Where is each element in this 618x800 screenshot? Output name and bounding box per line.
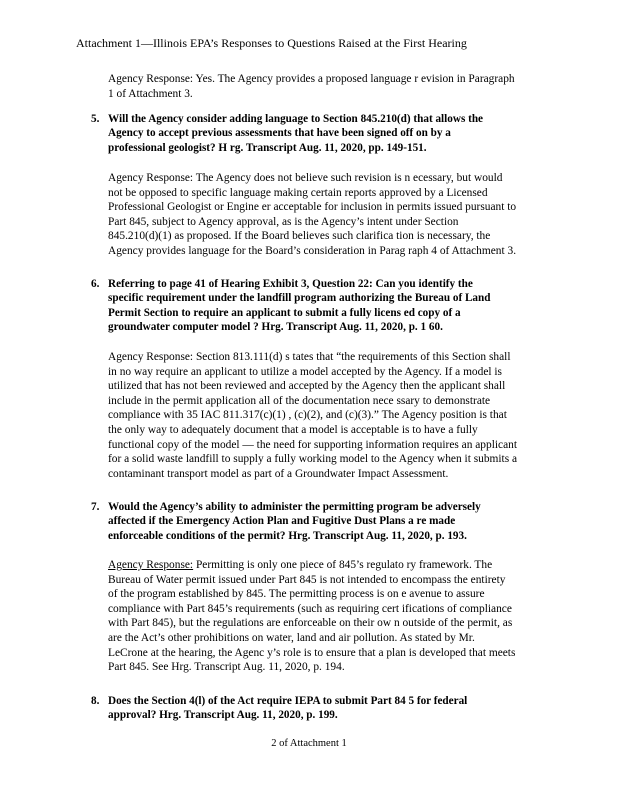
- question-number: 6.: [91, 278, 100, 290]
- page-header: Attachment 1—Illinois EPA’s Responses to Questions Raised at the First Hearing: [76, 36, 467, 50]
- text-line: not be opposed to specific language making certain reports approved by a Licensed: [108, 186, 488, 199]
- text-line: [108, 558, 548, 573]
- question-text: [108, 694, 528, 723]
- text-line: affected if the Emergency Action Plan and Fugitive Dust Plans a re made: [108, 515, 456, 528]
- page-footer: 2 of Attachment 1: [271, 738, 347, 749]
- text-line: with Part 845), but the regulations are enforceable on their ow n outside of the permit, as: [108, 617, 513, 630]
- text-line: for a solid waste landfill to supply a fully working model to the Agency when it submits a: [108, 453, 518, 466]
- text-line: compliance with Part 845’s requirements (such as requiring cert ifications of compliance: [108, 602, 512, 615]
- text-line: include in the permit application all of the documentation nece ssary to demonstrate: [108, 394, 491, 407]
- question-number: 7.: [91, 501, 100, 513]
- question-number: 8.: [91, 695, 100, 707]
- text-line: Agency provides language for the Board’s consideration in Parag raph 4 of Attachment 3.: [108, 244, 517, 257]
- question-number: 5.: [91, 113, 100, 125]
- text-line: of the program established by 845. The permitting process is on e avenue to assure: [108, 588, 485, 601]
- text-line: Referring to page 41 of Hearing Exhibit 3, Question 22: Can you identify the: [108, 278, 473, 290]
- text-line: Does the Section 4(l) of the Act require IEPA to submit Part 84 5 for federal: [108, 695, 468, 707]
- text-line: utilized that has not been reviewed and accepted by the Agency then the applicant shall: [108, 380, 506, 393]
- text-line: contaminant transport model as part of a Groundwater Impact Assessment.: [108, 467, 449, 480]
- text-line: Bureau of Water permit issued under Part 845 is not intended to encompass the entirety: [108, 573, 506, 586]
- text-line: Part 845, subject to Agency approval, as is the Agency’s intent under Section: [108, 215, 459, 228]
- response-5: [108, 171, 548, 259]
- question-text: [108, 112, 528, 155]
- text-line: Permit Section to require an applicant to submit a fully licens ed copy of a: [108, 306, 461, 319]
- text-line: are the Act’s other prohibitions on water, land and air pollution. As stated by Mr.: [108, 631, 475, 644]
- response-7: [108, 558, 548, 675]
- text-line: Professional Geologist or Engine er acceptable for inclusion in permits issued pursuant to: [108, 201, 517, 214]
- text-line: specific requirement under the landfill program authorizing the Bureau of Land: [108, 292, 491, 305]
- text-line: professional geologist? H rg. Transcript Aug. 11, 2020, pp. 149-151.: [108, 141, 427, 154]
- top-response: [108, 72, 548, 101]
- text-line: the only way to adequately document that a model is acceptable is to have a fully: [108, 423, 478, 436]
- response-6: [108, 350, 548, 481]
- text-line: approval? Hrg. Transcript Aug. 11, 2020, p. 199.: [108, 709, 338, 722]
- text-line: groundwater computer model ? Hrg. Transcript Aug. 11, 2020, p. 1 60.: [108, 321, 443, 334]
- text-line: LeCrone at the hearing, the Agenc y’s role is to ensure that a plan is developed that meets: [108, 646, 516, 659]
- text-line: in no way require an applicant to utilize a model accepted by the Agency. If a model is: [108, 365, 502, 378]
- text-line: Will the Agency consider adding language to Section 845.210(d) that allows the: [108, 113, 484, 125]
- response-label: Agency Response:: [108, 559, 194, 571]
- text-line: Agency Response: The Agency does not believe such revision is n ecessary, but would: [108, 172, 503, 184]
- text-line: 845.210(d)(1) as proposed. If the Board believes such clarifica tion is necessary, the: [108, 230, 491, 243]
- text-fragment: Permitting is only one piece of 845’s regulato ry framework. The: [193, 559, 493, 571]
- question-text: [108, 277, 528, 335]
- text-line: Would the Agency’s ability to administer the permitting program be adversely: [108, 501, 481, 513]
- text-line: Part 845. See Hrg. Transcript Aug. 11, 2020, p. 194.: [108, 661, 345, 674]
- text-line: Agency Response: Yes. The Agency provides a proposed language r evision in Paragraph: [108, 73, 515, 85]
- text-line: compliance with 35 IAC 811.317(c)(1) , (c)(2), and (c)(3).” The Agency position is that: [108, 409, 507, 422]
- text-line: Agency to accept previous assessments that have been signed off on by a: [108, 127, 451, 140]
- text-line: enforceable conditions of the permit? Hrg. Transcript Aug. 11, 2020, p. 193.: [108, 529, 467, 542]
- text-line: 1 of Attachment 3.: [108, 87, 193, 100]
- question-text: [108, 500, 528, 543]
- text-line: functional copy of the model — the need for supporting information requires an applicant: [108, 438, 517, 451]
- text-line: Agency Response: Section 813.111(d) s tates that “the requirements of this Section shall: [108, 351, 511, 363]
